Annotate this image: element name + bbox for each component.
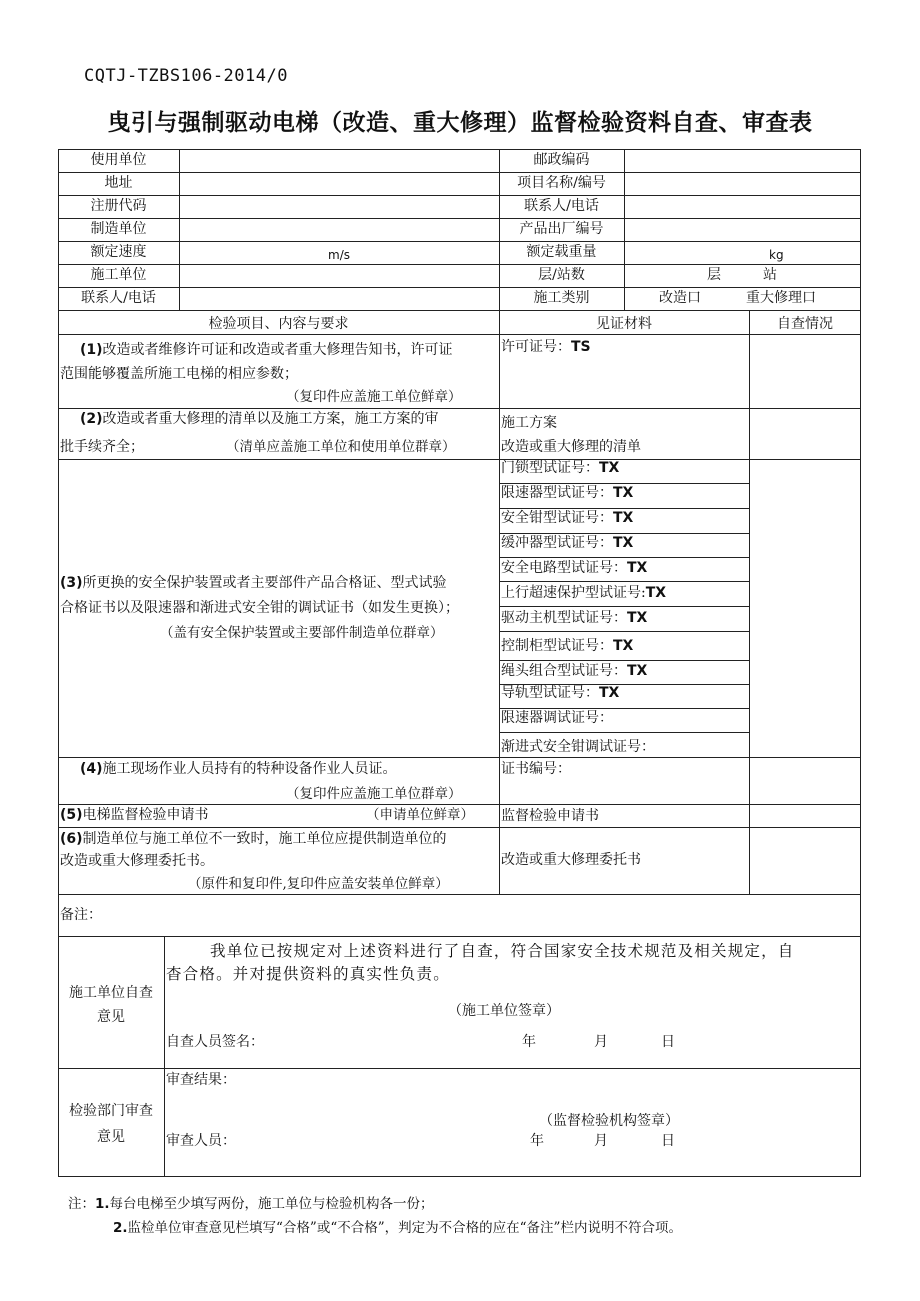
self-opinion-label: 施工单位自查 — [69, 985, 153, 1001]
station-unit: 站 — [763, 267, 777, 283]
item-6-number: (6) — [60, 831, 83, 847]
self-month: 月 — [594, 1034, 608, 1050]
item-1-text-cont: 范围能够覆盖所施工电梯的相应参数； — [60, 366, 298, 382]
floor-unit: 层 — [707, 267, 721, 283]
header-evidence: 见证材料 — [596, 316, 652, 332]
self-signer-label: 自查人员签名： — [166, 1034, 264, 1050]
cert-value: TX — [645, 585, 667, 601]
inspection-form-table — [58, 149, 861, 1176]
item-1-number: (1) — [80, 342, 103, 358]
row-divider — [58, 459, 861, 460]
self-day: 日 — [661, 1034, 675, 1050]
row-divider — [58, 827, 861, 828]
evidence-construction-plan: 施工方案 — [501, 415, 557, 431]
item-2-text-cont: 批手续齐全； — [60, 439, 144, 455]
label-use-unit: 使用单位 — [90, 152, 147, 168]
item-6-seal-note: （原件和复印件,复印件应盖安装单位鲜章） — [188, 876, 449, 892]
row-divider — [499, 631, 749, 632]
cert-value: TX — [627, 663, 648, 679]
item-3-text-cont: 合格证书以及限速器和渐进式安全钳的调试证书（如发生更换）； — [60, 600, 459, 616]
footnote-prefix: 注： — [68, 1196, 95, 1212]
label-contact-phone-left: 联系人/电话 — [81, 290, 156, 306]
item-3-seal-note: （盖有安全保护装置或主要部件制造单位群章） — [160, 625, 444, 641]
column-divider — [179, 149, 180, 310]
review-day: 日 — [661, 1133, 675, 1149]
cert-label: 限速器型试证号： — [501, 485, 613, 501]
item-5-number: (5) — [60, 807, 83, 823]
footnote-1-text: 每台电梯至少填写两份，施工单位与检验机构各一份； — [109, 1196, 434, 1212]
row-divider — [499, 660, 749, 661]
table-border — [58, 1176, 861, 1177]
cert-value: TX — [627, 610, 648, 626]
evidence-commission: 改造或重大修理委托书 — [501, 852, 641, 868]
cert-label: 上行超速保护型试证号: — [501, 585, 646, 601]
item-6-text: 制造单位与施工单位不一致时，施工单位应提供制造单位的 — [82, 831, 447, 847]
label-rated-speed: 额定速度 — [90, 244, 147, 260]
review-year: 年 — [530, 1133, 544, 1149]
self-statement: 我单位已按规定对上述资料进行了自查，符合国家安全技术规范及相关规定，自 — [210, 942, 795, 960]
item-3-text: 所更换的安全保护装置或者主要部件产品合格证、型式试验 — [82, 575, 447, 591]
column-divider — [749, 310, 750, 894]
label-manufacturer: 制造单位 — [90, 221, 147, 237]
table-border — [860, 149, 861, 1177]
review-month: 月 — [594, 1133, 608, 1149]
self-statement-cont: 杳合格。并对提供资料的真实性负责。 — [166, 965, 450, 983]
review-result-label: 审查结果： — [166, 1072, 236, 1088]
row-divider — [58, 408, 861, 409]
cert-label: 导轨型试证号： — [501, 685, 599, 701]
cert-value: TX — [599, 685, 620, 701]
cert-value: TX — [599, 460, 620, 476]
cert-value: TX — [613, 485, 634, 501]
row-divider — [58, 757, 861, 758]
column-divider — [624, 149, 625, 310]
speed-unit: m/s — [328, 248, 350, 262]
evidence-certificate-number: 证书编号： — [501, 761, 571, 777]
evidence-repair-list: 改造或重大修理的清单 — [501, 439, 641, 455]
cert-label: 缓冲器型试证号： — [501, 535, 613, 551]
row-divider — [499, 732, 749, 733]
label-postcode: 邮政编码 — [533, 152, 590, 168]
item-3-number: (3) — [60, 575, 83, 591]
cert-label: 限速器调试证号： — [501, 710, 613, 726]
remarks-label: 备注： — [60, 907, 102, 923]
cert-label: 控制柜型试证号： — [501, 638, 613, 654]
review-opinion-label: 检验部门审查 — [69, 1103, 153, 1119]
row-divider — [58, 804, 861, 805]
self-year: 年 — [522, 1034, 536, 1050]
label-floors: 层/站数 — [538, 267, 585, 283]
column-divider — [164, 936, 165, 1176]
row-divider — [499, 557, 749, 558]
license-value: TS — [571, 339, 591, 355]
cert-label: 驱动主机型试证号： — [501, 610, 627, 626]
item-5-seal-note: （申请单位鲜章） — [366, 807, 474, 823]
cert-value: TX — [613, 510, 634, 526]
row-divider — [499, 581, 749, 582]
item-2-text: 改造或者重大修理的清单以及施工方案，施工方案的审 — [102, 411, 439, 427]
cert-value: TX — [627, 560, 648, 576]
label-serial: 产品出厂编号 — [519, 221, 604, 237]
label-project: 项目名称/编号 — [517, 175, 606, 191]
cert-label: 安全电路型试证号： — [501, 560, 627, 576]
cert-label: 绳头组合型试证号： — [501, 663, 627, 679]
page-title: 曳引与强制驱动电梯（改造、重大修理）监督检验资料自查、审查表 — [107, 110, 813, 136]
item-1-text: 改造或者维修许可证和改造或者重大修理告知书，许可证 — [102, 342, 453, 358]
document-code: CQTJ-TZBS106-2014/0 — [84, 66, 288, 86]
checkbox-renovation[interactable]: 改造口 — [659, 290, 701, 306]
checkbox-major-repair[interactable]: 重大修理口 — [746, 290, 816, 306]
header-item: 检验项目、内容与要求 — [208, 316, 349, 332]
footnote-2-number: 2. — [113, 1220, 128, 1236]
item-4-number: (4) — [80, 761, 103, 777]
footnote-2-text: 监检单位审查意见栏填写“合格”或“不合格”，判定为不合格的应在“备注”栏内说明不符合项。 — [127, 1220, 682, 1236]
header-self-check: 自查情况 — [777, 316, 833, 332]
label-address: 地址 — [104, 175, 133, 191]
label-contact-phone: 联系人/电话 — [524, 198, 599, 214]
item-4-text: 施工现场作业人员持有的特种设备作业人员证。 — [102, 761, 397, 777]
item-1-seal-note: （复印件应盖施工单位鲜章） — [286, 389, 462, 405]
item-2-number: (2) — [80, 411, 103, 427]
item-5-text: 电梯监督检验申请书 — [82, 807, 209, 823]
self-opinion-label-2: 意见 — [97, 1009, 125, 1025]
row-divider — [58, 334, 861, 335]
item-4-seal-note: （复印件应盖施工单位群章） — [286, 786, 462, 802]
item-6-text-cont: 改造或重大修理委托书。 — [60, 853, 214, 869]
cert-label: 渐进式安全钳调试证号： — [501, 739, 655, 755]
row-divider — [499, 606, 749, 607]
footnote-1 — [68, 1192, 434, 1212]
review-opinion-label-2: 意见 — [97, 1129, 125, 1145]
license-label: 许可证号： — [501, 339, 571, 355]
construction-seal: （施工单位签章） — [448, 1003, 560, 1019]
cert-value: TX — [613, 535, 634, 551]
label-construct-unit: 施工单位 — [90, 267, 147, 283]
label-reg-code: 注册代码 — [90, 198, 147, 214]
row-divider — [58, 936, 861, 937]
cert-label: 门锁型试证号： — [501, 460, 599, 476]
inspection-seal: （监督检验机构签章） — [539, 1113, 679, 1129]
footnote-1-number: 1. — [95, 1196, 110, 1212]
footnote-2 — [113, 1216, 682, 1236]
evidence-application: 监督检验申请书 — [501, 808, 599, 824]
row-divider — [58, 310, 861, 311]
cert-value: TX — [613, 638, 634, 654]
item-2-seal-note: （清单应盖施工单位和使用单位群章） — [226, 439, 456, 455]
cert-label: 安全钳型试证号： — [501, 510, 613, 526]
label-construct-type: 施工类别 — [533, 290, 590, 306]
row-divider — [58, 894, 861, 895]
reviewer-label: 审查人员： — [166, 1133, 236, 1149]
load-unit: kg — [769, 248, 784, 262]
label-rated-load: 额定载重量 — [526, 244, 597, 260]
row-divider — [58, 1068, 861, 1069]
